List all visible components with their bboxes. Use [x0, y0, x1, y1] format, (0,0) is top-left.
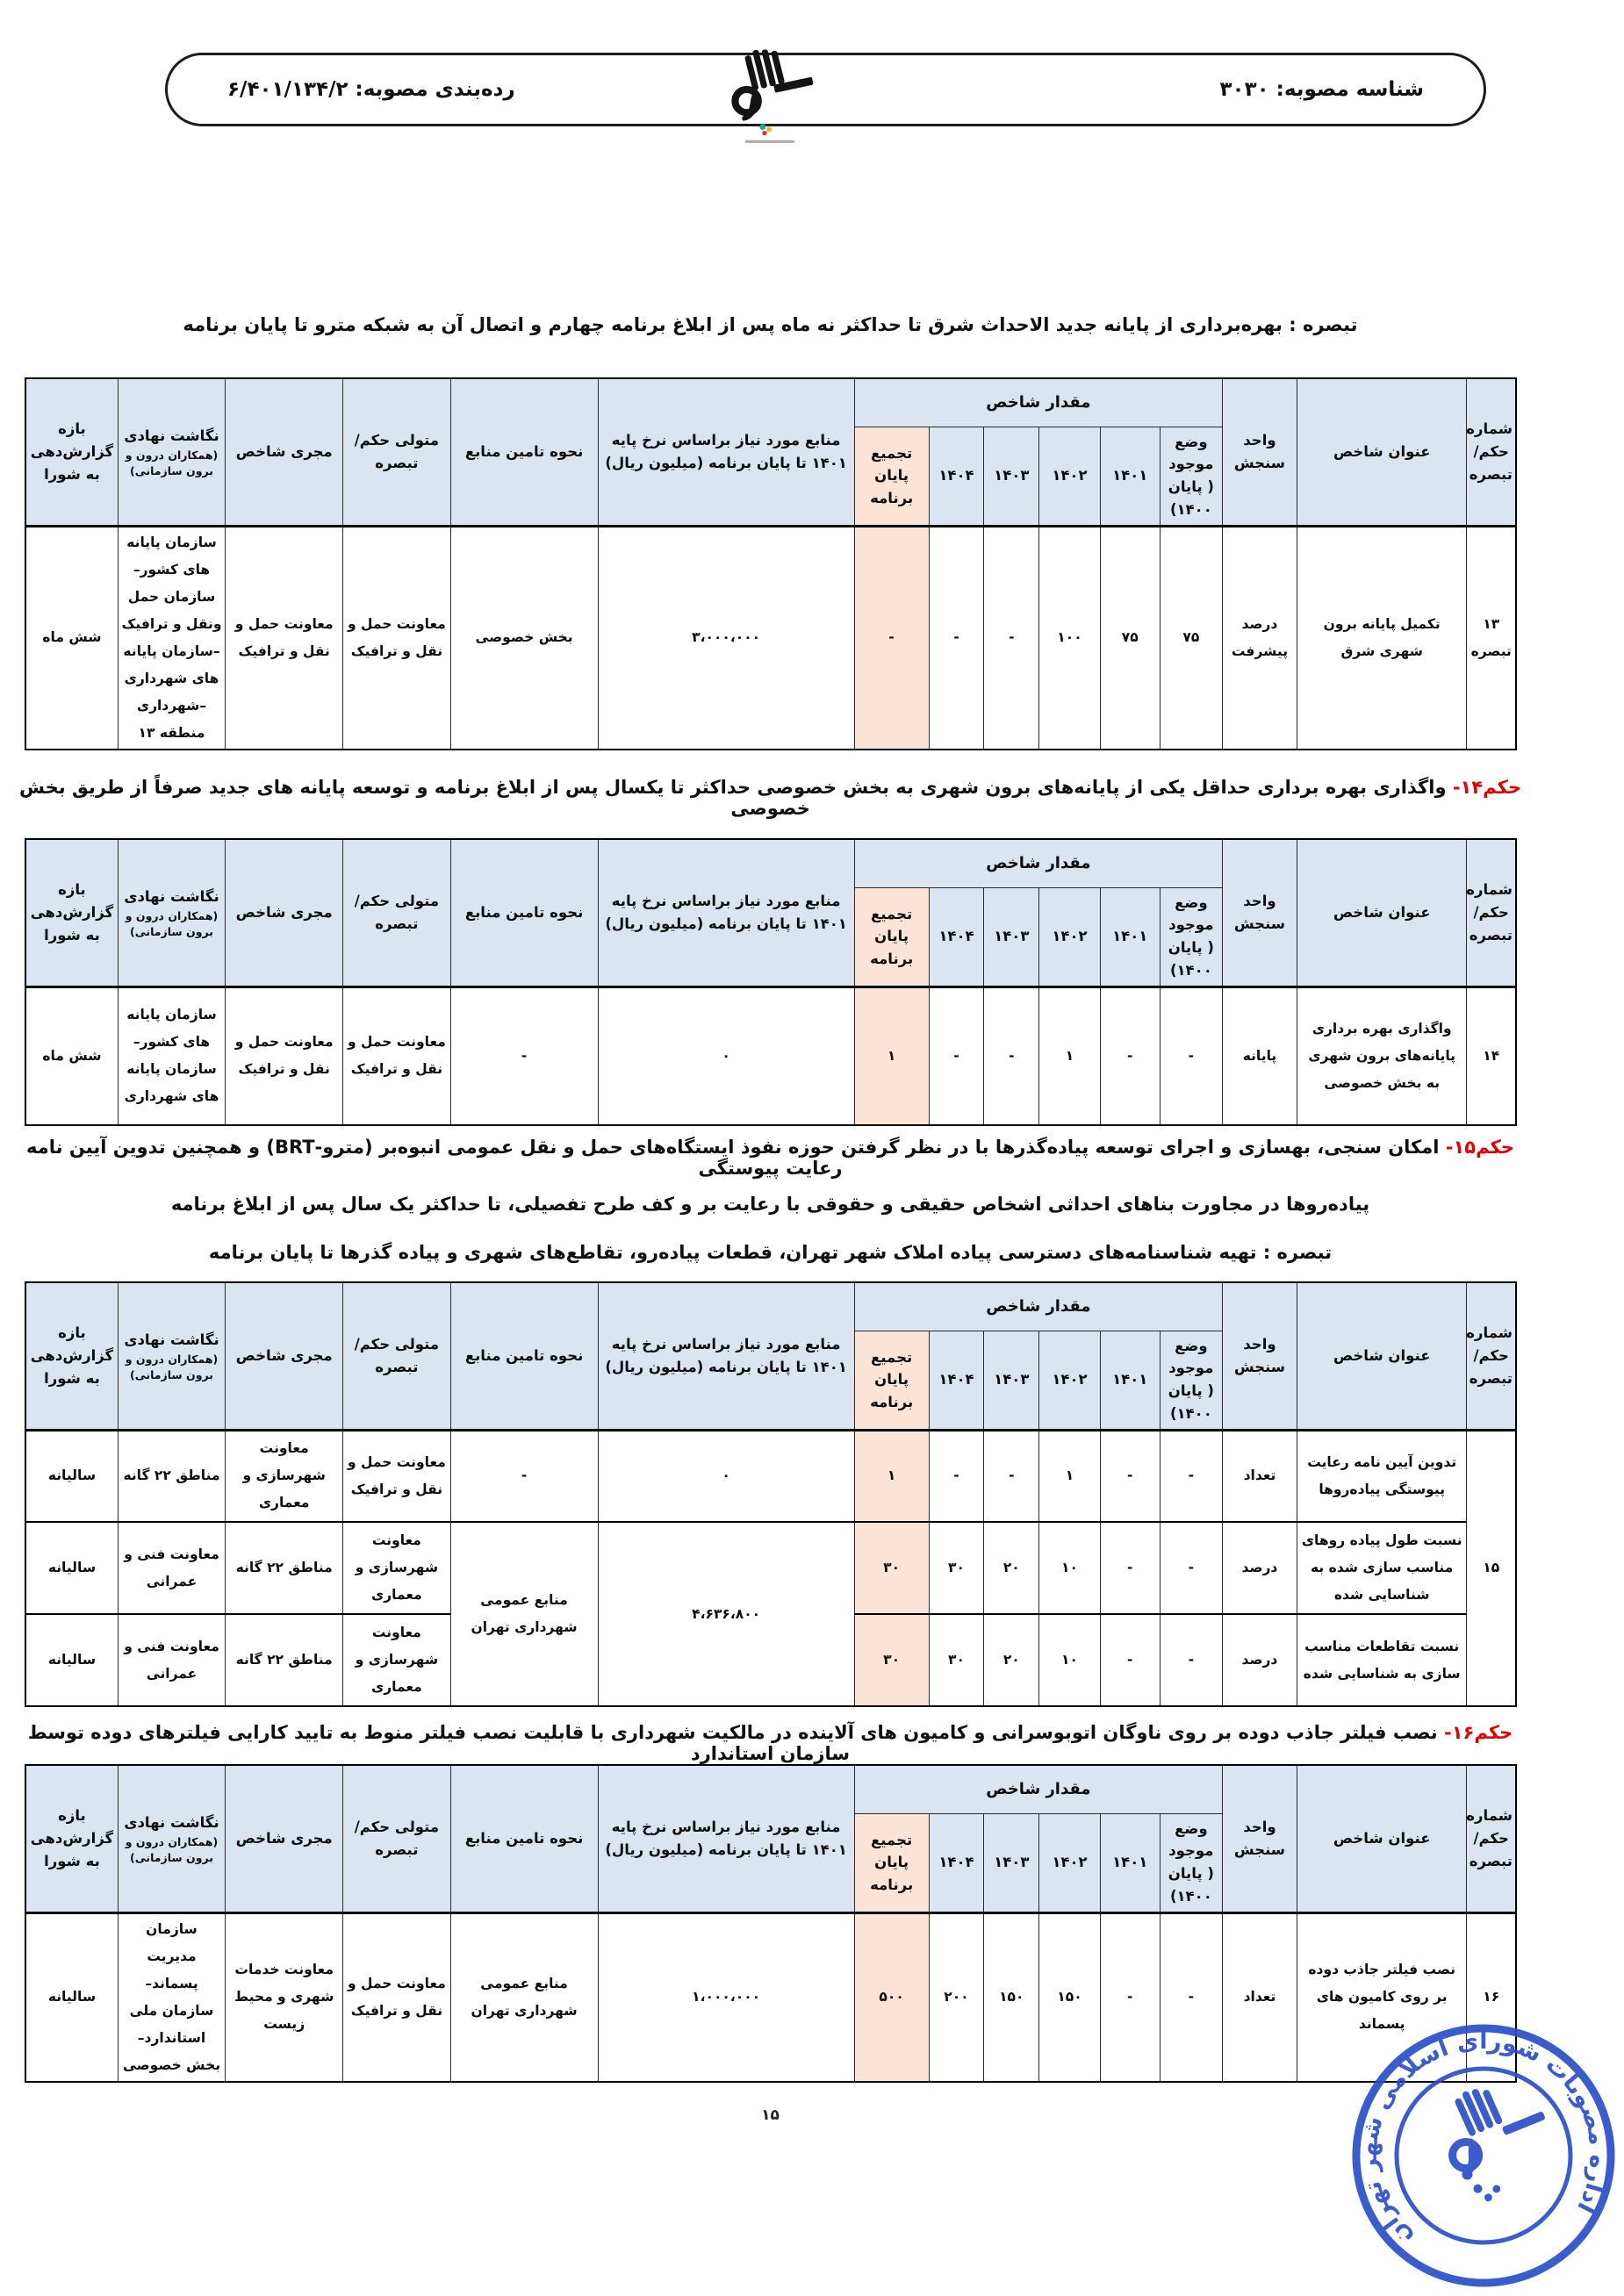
mapping-title: نگاشت نهادی — [124, 427, 219, 445]
col-number: شماره حکم/ تبصره — [1467, 378, 1516, 526]
table-cell: درصد پیشرفت — [1223, 526, 1297, 750]
col-number: شماره حکم/ تبصره — [1467, 839, 1516, 987]
col-cumulative: تجمیع پایان برنامه — [854, 887, 929, 987]
table-cell: ۷۵ — [1100, 526, 1160, 750]
col-steward: متولی حکم/تبصره — [343, 1765, 450, 1912]
col-reporting-interval: بازه گزارش‌دهی به شورا — [25, 1282, 118, 1430]
table-cell: درصد — [1223, 1522, 1297, 1614]
col-executor: مجری شاخص — [226, 839, 343, 987]
table-cell: - — [1160, 1522, 1222, 1614]
table-cell: - — [929, 1430, 984, 1522]
table-cell: ۰ — [598, 1430, 854, 1522]
table-cell: تکمیل پایانه برون شهری شرق — [1297, 526, 1467, 750]
col-institutional-mapping — [118, 378, 225, 526]
table-cell: ۱ — [854, 1430, 929, 1522]
col-reporting-interval: بازه گزارش‌دهی به شورا — [25, 1765, 118, 1912]
mapping-subtitle: (همکاران درون و برون سازمانی) — [125, 909, 219, 938]
col-existing-status: وضع موجود ( پایان ۱۴۰۰) — [1160, 1813, 1222, 1912]
col-1404: ۱۴۰۴ — [929, 1331, 984, 1430]
col-institutional-mapping — [118, 839, 225, 987]
table-cell: ۱۵۰ — [1039, 1912, 1101, 2082]
table-cell: بخش خصوصی — [450, 526, 598, 750]
col-1401: ۱۴۰۱ — [1100, 1331, 1160, 1430]
col-indicator-title: عنوان شاخص — [1297, 378, 1467, 526]
col-reporting-interval: بازه گزارش‌دهی به شورا — [25, 378, 118, 526]
table-cell: ۱،۰۰۰،۰۰۰ — [598, 1912, 854, 2082]
table-cell: معاونت حمل و نقل و ترافیک — [343, 526, 450, 750]
table-cell: - — [1160, 1430, 1222, 1522]
indicator-table — [25, 1764, 1517, 2083]
table-cell: - — [450, 987, 598, 1125]
col-institutional-mapping — [118, 1765, 225, 1912]
hokm16-line — [0, 1722, 1541, 1764]
table-cell: تعداد — [1223, 1430, 1297, 1522]
table-cell: مناطق ۲۲ گانه — [226, 1614, 343, 1706]
hokm15-line2 — [0, 1194, 1541, 1215]
col-indicator-value-group: مقدار شاخص — [854, 378, 1222, 427]
col-institutional-mapping — [118, 1282, 225, 1430]
col-cumulative: تجمیع پایان برنامه — [854, 427, 929, 526]
col-reporting-interval: بازه گزارش‌دهی به شورا — [25, 839, 118, 987]
table-cell: ۲۰۰ — [929, 1912, 984, 2082]
hokm15-label: حکم۱۵- — [1445, 1137, 1514, 1158]
col-required-resources: منابع مورد نیاز براساس نرخ پایه ۱۴۰۱ تا پایان برنامه (میلیون ریال) — [598, 378, 854, 526]
page-number: ۱۵ — [761, 2106, 780, 2124]
table-cell: - — [1100, 1614, 1160, 1706]
hokm16-text: نصب فیلتر جاذب دوده بر روی ناوگان اتوبوسرانی و کامیون های آلاینده در مالکیت شهرداری با قابلیت نصب فیلتر منوط به تایید کارایی فیلترهای دوده توسط سازمان استاندارد — [27, 1722, 1438, 1764]
table-cell: ۴،۶۳۶،۸۰۰ — [598, 1522, 854, 1706]
table-cell: منابع عمومی شهرداری تهران — [450, 1522, 598, 1706]
col-indicator-value-group: مقدار شاخص — [854, 839, 1222, 887]
col-1401: ۱۴۰۱ — [1100, 887, 1160, 987]
table-cell: - — [984, 526, 1039, 750]
col-indicator-value-group: مقدار شاخص — [854, 1765, 1222, 1813]
table-cell: ۱۰ — [1039, 1522, 1101, 1614]
table-cell: - — [854, 526, 929, 750]
table-cell: نسبت طول پیاده روهای مناسب سازی شده به شناسایی شده — [1297, 1522, 1467, 1614]
note-hokm13 — [0, 314, 1541, 335]
table-cell: ۱۵ — [1467, 1430, 1516, 1706]
mapping-title: نگاشت نهادی — [124, 1331, 219, 1349]
table-cell: - — [984, 987, 1039, 1125]
col-unit: واحد سنجش — [1223, 1282, 1297, 1430]
table-cell: معاونت خدمات شهری و محیط زیست — [226, 1912, 343, 2082]
col-unit: واحد سنجش — [1223, 1765, 1297, 1912]
table-cell: ۷۵ — [1160, 526, 1222, 750]
hokm15-note — [0, 1242, 1541, 1263]
table-cell: سالیانه — [25, 1522, 118, 1614]
table-cell: معاونت حمل و نقل و ترافیک — [343, 1430, 450, 1522]
table-cell: - — [1100, 1522, 1160, 1614]
col-funding-method: نحوه تامین منابع — [450, 839, 598, 987]
col-existing-status: وضع موجود ( پایان ۱۴۰۰) — [1160, 1331, 1222, 1430]
indicator-table-hokm14 — [25, 838, 1517, 1126]
table-cell: معاونت فنی و عمرانی — [118, 1522, 225, 1614]
hokm15-text2: پیاده‌روها در مجاورت بناهای احداثی اشخاص حقیقی و حقوقی با رعایت بر و کف طرح تفصیلی، تا حداکثر یک سال پس از ابلاغ برنامه — [170, 1194, 1370, 1215]
table-cell: - — [450, 1430, 598, 1522]
table-cell: منابع عمومی شهرداری تهران — [450, 1912, 598, 2082]
col-1402: ۱۴۰۲ — [1039, 427, 1101, 526]
table-cell: معاونت فنی و عمرانی — [118, 1614, 225, 1706]
table-cell: ۳۰ — [854, 1614, 929, 1706]
col-cumulative: تجمیع پایان برنامه — [854, 1331, 929, 1430]
col-indicator-title: عنوان شاخص — [1297, 1765, 1467, 1912]
table-cell: معاونت شهرسازی و معماری — [343, 1614, 450, 1706]
mapping-subtitle: (همکاران درون و برون سازمانی) — [125, 1835, 219, 1864]
table-cell: ۳۰ — [854, 1522, 929, 1614]
table-cell: ۳۰ — [929, 1614, 984, 1706]
col-1403: ۱۴۰۳ — [984, 1331, 1039, 1430]
col-existing-status: وضع موجود ( پایان ۱۴۰۰) — [1160, 427, 1222, 526]
col-1401: ۱۴۰۱ — [1100, 1813, 1160, 1912]
mapping-subtitle: (همکاران درون و برون سازمانی) — [125, 448, 219, 477]
hokm14-text: واگذاری بهره برداری حداقل یکی از پایانه‌های برون شهری به بخش خصوصی حداکثر تا یکسال پس از ابلاغ برنامه و توسعه پایانه های جدید صرفاً از طریق بخش خصوصی — [18, 777, 1447, 819]
table-cell: درصد — [1223, 1614, 1297, 1706]
col-1404: ۱۴۰۴ — [929, 427, 984, 526]
hokm15-line1 — [0, 1137, 1541, 1179]
table-cell: ۱۳ تبصره — [1467, 526, 1516, 750]
table-cell: ۱۵۰ — [984, 1912, 1039, 2082]
col-required-resources: منابع مورد نیاز براساس نرخ پایه ۱۴۰۱ تا پایان برنامه (میلیون ریال) — [598, 1765, 854, 1912]
col-funding-method: نحوه تامین منابع — [450, 1765, 598, 1912]
indicator-table-hokm13 — [25, 377, 1517, 749]
col-funding-method: نحوه تامین منابع — [450, 1282, 598, 1430]
col-1403: ۱۴۰۳ — [984, 1813, 1039, 1912]
col-existing-status: وضع موجود ( پایان ۱۴۰۰) — [1160, 887, 1222, 987]
table-cell: نصب فیلتر جاذب دوده بر روی کامیون های پسماند — [1297, 1912, 1467, 2082]
table-cell: شش ماه — [25, 987, 118, 1125]
table-cell: سازمان پایانه های کشور– سازمان پایانه های شهرداری — [118, 987, 225, 1125]
indicator-table — [25, 838, 1517, 1126]
table-cell: ۲۰ — [984, 1522, 1039, 1614]
mapping-subtitle: (همکاران درون و برون سازمانی) — [125, 1352, 219, 1381]
mapping-title: نگاشت نهادی — [124, 1814, 219, 1832]
table-cell: - — [984, 1430, 1039, 1522]
table-cell: سالیانه — [25, 1912, 118, 2082]
col-executor: مجری شاخص — [226, 378, 343, 526]
col-1401: ۱۴۰۱ — [1100, 427, 1160, 526]
col-1404: ۱۴۰۴ — [929, 1813, 984, 1912]
table-cell: تعداد — [1223, 1912, 1297, 2082]
table-cell: شش ماه — [25, 526, 118, 750]
table-cell: معاونت شهرسازی و معماری — [343, 1522, 450, 1614]
col-executor: مجری شاخص — [226, 1765, 343, 1912]
approval-classification: رده‌بندی مصوبه: ۶/۴۰۱/۱۳۴/۲ — [227, 78, 515, 101]
table-cell: - — [1160, 987, 1222, 1125]
col-required-resources: منابع مورد نیاز براساس نرخ پایه ۱۴۰۱ تا پایان برنامه (میلیون ریال) — [598, 1282, 854, 1430]
table-cell: معاونت حمل و نقل و ترافیک — [343, 987, 450, 1125]
table-cell: - — [1160, 1614, 1222, 1706]
table-cell: ۱۶ — [1467, 1912, 1516, 2082]
table-cell: ۱۰ — [1039, 1614, 1101, 1706]
col-indicator-title: عنوان شاخص — [1297, 839, 1467, 987]
table-cell: - — [929, 526, 984, 750]
table-cell: معاونت حمل و نقل و ترافیک — [226, 526, 343, 750]
table-cell: ۵۰۰ — [854, 1912, 929, 2082]
hokm15-note-text: تبصره : تهیه شناسنامه‌های دسترسی پیاده املاک شهر تهران، قطعات پیاده‌رو، تقاطع‌های شهری و پیاده گذرها تا پایان برنامه — [208, 1242, 1333, 1263]
table-cell: سالیانه — [25, 1430, 118, 1522]
table-cell: سازمان پایانه های کشور– سازمان حمل ونقل و ترافیک –سازمان پایانه های شهرداری –شهرداری منطقه ۱۳ — [118, 526, 225, 750]
table-cell: ۳،۰۰۰،۰۰۰ — [598, 526, 854, 750]
indicator-table-hokm16 — [25, 1764, 1517, 2073]
table-cell: - — [929, 987, 984, 1125]
indicator-table — [25, 1281, 1517, 1707]
table-cell: واگذاری بهره برداری پایانه‌های برون شهری به بخش خصوصی — [1297, 987, 1467, 1125]
col-funding-method: نحوه تامین منابع — [450, 378, 598, 526]
table-cell: معاونت حمل و نقل و ترافیک — [226, 987, 343, 1125]
table-row — [25, 1912, 1516, 2082]
col-steward: متولی حکم/تبصره — [343, 378, 450, 526]
hokm16-label: حکم۱۶- — [1444, 1722, 1513, 1743]
hokm14-line — [0, 777, 1541, 819]
table-cell: نسبت تقاطعات مناسب سازی به شناسایی شده — [1297, 1614, 1467, 1706]
col-1402: ۱۴۰۲ — [1039, 1813, 1101, 1912]
svg-text:اداره مصوبات شورای اسلامی شهر — [1343, 2015, 1624, 2257]
col-1404: ۱۴۰۴ — [929, 887, 984, 987]
table-cell: مناطق ۲۲ گانه — [118, 1430, 225, 1522]
table-cell: ۱ — [1039, 1430, 1101, 1522]
col-number: شماره حکم/ تبصره — [1467, 1282, 1516, 1430]
table-cell: ۲۰ — [984, 1614, 1039, 1706]
council-logo-icon — [711, 42, 827, 149]
stamp-text: اداره مصوبات شورای اسلامی شهر تهران — [1355, 2027, 1613, 2252]
table-cell: - — [1100, 1430, 1160, 1522]
col-number: شماره حکم/ تبصره — [1467, 1765, 1516, 1912]
col-indicator-value-group: مقدار شاخص — [854, 1282, 1222, 1331]
table-cell: معاونت شهرسازی و معماری — [226, 1430, 343, 1522]
table-cell: ۱۰۰ — [1039, 526, 1101, 750]
table-cell: - — [1100, 1912, 1160, 2082]
table-cell: پایانه — [1223, 987, 1297, 1125]
col-1402: ۱۴۰۲ — [1039, 1331, 1101, 1430]
note-hokm13-text: تبصره : بهره‌برداری از پایانه جدید الاحداث شرق تا حداکثر نه ماه پس از ابلاغ برنامه چهارم و اتصال آن به شبکه مترو تا پایان برنامه — [183, 314, 1358, 335]
col-executor: مجری شاخص — [226, 1282, 343, 1430]
col-required-resources: منابع مورد نیاز براساس نرخ پایه ۱۴۰۱ تا پایان برنامه (میلیون ریال) — [598, 839, 854, 987]
table-cell: ۱۴ — [1467, 987, 1516, 1125]
mapping-title: نگاشت نهادی — [124, 888, 219, 906]
col-1402: ۱۴۰۲ — [1039, 887, 1101, 987]
col-indicator-title: عنوان شاخص — [1297, 1282, 1467, 1430]
col-unit: واحد سنجش — [1223, 839, 1297, 987]
table-cell: معاونت حمل و نقل و ترافیک — [343, 1912, 450, 2082]
indicator-table-hokm15 — [25, 1281, 1517, 1707]
table-cell: ۱ — [1039, 987, 1101, 1125]
table-cell: سازمان مدیریت پسماند–سازمان ملی استاندارد– بخش خصوصی — [118, 1912, 225, 2082]
col-1403: ۱۴۰۳ — [984, 887, 1039, 987]
hokm15-text1: امکان سنجی، بهسازی و اجرای توسعه پیاده‌گذرها با در نظر گرفتن حوزه نفوذ ایستگاه‌های حمل و نقل عمومی انبوه‌بر (مترو-BRT) و همچنین تدوین آیین نامه رعایت پیوستگی — [26, 1137, 1440, 1179]
table-cell: ۳۰ — [929, 1522, 984, 1614]
indicator-table — [25, 377, 1517, 750]
col-1403: ۱۴۰۳ — [984, 427, 1039, 526]
table-cell: مناطق ۲۲ گانه — [226, 1522, 343, 1614]
council-stamp — [1343, 2015, 1624, 2296]
table-cell: ۱ — [854, 987, 929, 1125]
approval-id: شناسه مصوبه: ۳۰۳۰ — [1219, 78, 1424, 101]
col-steward: متولی حکم/تبصره — [343, 1282, 450, 1430]
table-cell: تدوین آیین نامه رعایت پیوستگی پیاده‌روها — [1297, 1430, 1467, 1522]
hokm14-label: حکم۱۴- — [1452, 777, 1521, 798]
table-cell: ۰ — [598, 987, 854, 1125]
table-row — [25, 526, 1516, 750]
table-row — [25, 1430, 1516, 1522]
col-unit: واحد سنجش — [1223, 378, 1297, 526]
table-cell: - — [1100, 987, 1160, 1125]
col-cumulative: تجمیع پایان برنامه — [854, 1813, 929, 1912]
table-row — [25, 987, 1516, 1125]
table-row — [25, 1522, 1516, 1614]
table-cell: - — [1160, 1912, 1222, 2082]
table-cell: سالیانه — [25, 1614, 118, 1706]
col-steward: متولی حکم/تبصره — [343, 839, 450, 987]
